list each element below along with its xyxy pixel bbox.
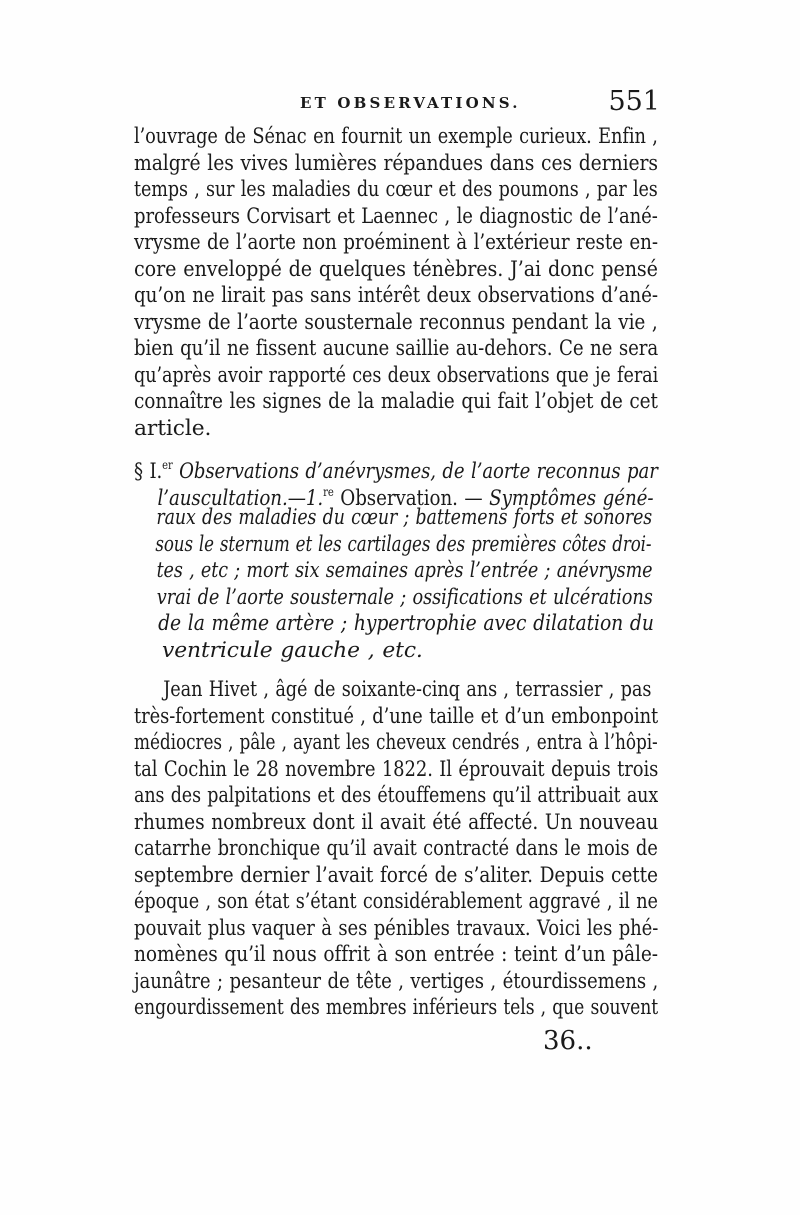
text-line: septembre dernier l’avait forcé de s’aliter. Depuis cette <box>134 862 658 888</box>
text-line: catarrhe bronchique qu’il avait contracté dans le mois de <box>134 836 658 861</box>
text-line: tal Cochin le 28 novembre 1822. Il éprouvait depuis trois <box>134 756 659 782</box>
summary-line: sous le sternum et les cartilages des premières côtes droi- <box>155 531 652 557</box>
section-heading-line-1 <box>134 452 658 484</box>
section-title-cont: l’auscultation.—1. <box>157 485 324 511</box>
text-line: pouvait plus vaquer à ses pénibles travaux. Voici les phé- <box>134 915 659 941</box>
text-line: article. <box>134 415 212 441</box>
paragraph-1 <box>134 124 658 442</box>
text-line: très-fortement constitué , d’une taille et d’un embonpoint <box>134 703 659 729</box>
text-line: jaunâtre ; pesanteur de tête , vertiges , étourdissemens , <box>134 968 659 994</box>
running-head <box>134 86 658 120</box>
text-line: vrysme de l’aorte non proéminent à l’extérieur reste en- <box>134 230 658 255</box>
summary-line: vrai de l’aorte sousternale ; ossifications et ulcérations <box>156 584 653 610</box>
observation-number-sup: re <box>323 484 334 499</box>
page-number: 551 <box>608 86 660 117</box>
summary-line: tes , etc ; mort six semaines après l’entrée ; anévrysme <box>156 558 653 583</box>
text-line: core enveloppé de quelques ténèbres. J’ai donc pensé <box>134 256 658 282</box>
text-line: l’ouvrage de Sénac en fournit un exemple curieux. Enfin , <box>134 124 658 149</box>
section-heading-line-2 <box>134 479 654 511</box>
text-line: qu’on ne lirait pas sans intérêt deux observations d’ané- <box>134 283 658 308</box>
observation-label: Observation. — <box>333 485 483 511</box>
text-line: rhumes nombreux dont il avait été affecté. Un nouveau <box>134 809 659 835</box>
symptoms-title: Symptômes géné- <box>482 485 654 511</box>
summary-line: ventricule gauche , etc. <box>162 637 423 663</box>
text-block <box>134 124 658 1022</box>
summary-line: de la même artère ; hypertrophie avec dilatation du <box>158 611 654 636</box>
text-line: nomènes qu’il nous offrit à son entrée : teint d’un pâle- <box>134 942 658 967</box>
text-line: vrysme de l’aorte sousternale reconnus pendant la vie , <box>134 309 658 335</box>
section-heading <box>134 452 658 664</box>
section-title: Observations d’anévrysmes, de l’aorte reconnus par <box>172 459 658 484</box>
text-line: Jean Hivet , âgé de soixante-cinq ans , terrassier , pas <box>163 677 652 702</box>
text-line: professeurs Corvisart et Laennec , le diagnostic de l’ané- <box>134 203 658 229</box>
text-line: bien qu’il ne fissent aucune saillie au-dehors. Ce ne sera <box>134 336 659 361</box>
text-line: malgré les vives lumières répandues dans ces derniers <box>134 150 658 176</box>
signature-mark: 36.. <box>543 1026 593 1056</box>
text-line: ans des palpitations et des étouffemens qu’il attribuait aux <box>134 783 659 808</box>
text-line: époque , son état s’étant considérablement aggravé , il ne <box>134 889 658 914</box>
paragraph-2 <box>134 677 658 1022</box>
running-title: ET OBSERVATIONS. <box>300 94 521 112</box>
text-line: qu’après avoir rapporté ces deux observations que je ferai <box>134 362 659 388</box>
section-mark: § I. <box>134 459 163 484</box>
text-line: engourdissement des membres inférieurs tels , que souvent <box>134 995 659 1020</box>
text-line: connaître les signes de la maladie qui fait l’objet de cet <box>134 389 658 414</box>
text-line: temps , sur les maladies du cœur et des poumons , par les <box>134 177 658 202</box>
summary-line: raux des maladies du cœur ; battemens forts et sonores <box>156 505 653 530</box>
text-line: médiocres , pâle , ayant les cheveux cendrés , entra à l’hôpi- <box>134 730 658 755</box>
section-mark-sup: er <box>162 458 173 472</box>
